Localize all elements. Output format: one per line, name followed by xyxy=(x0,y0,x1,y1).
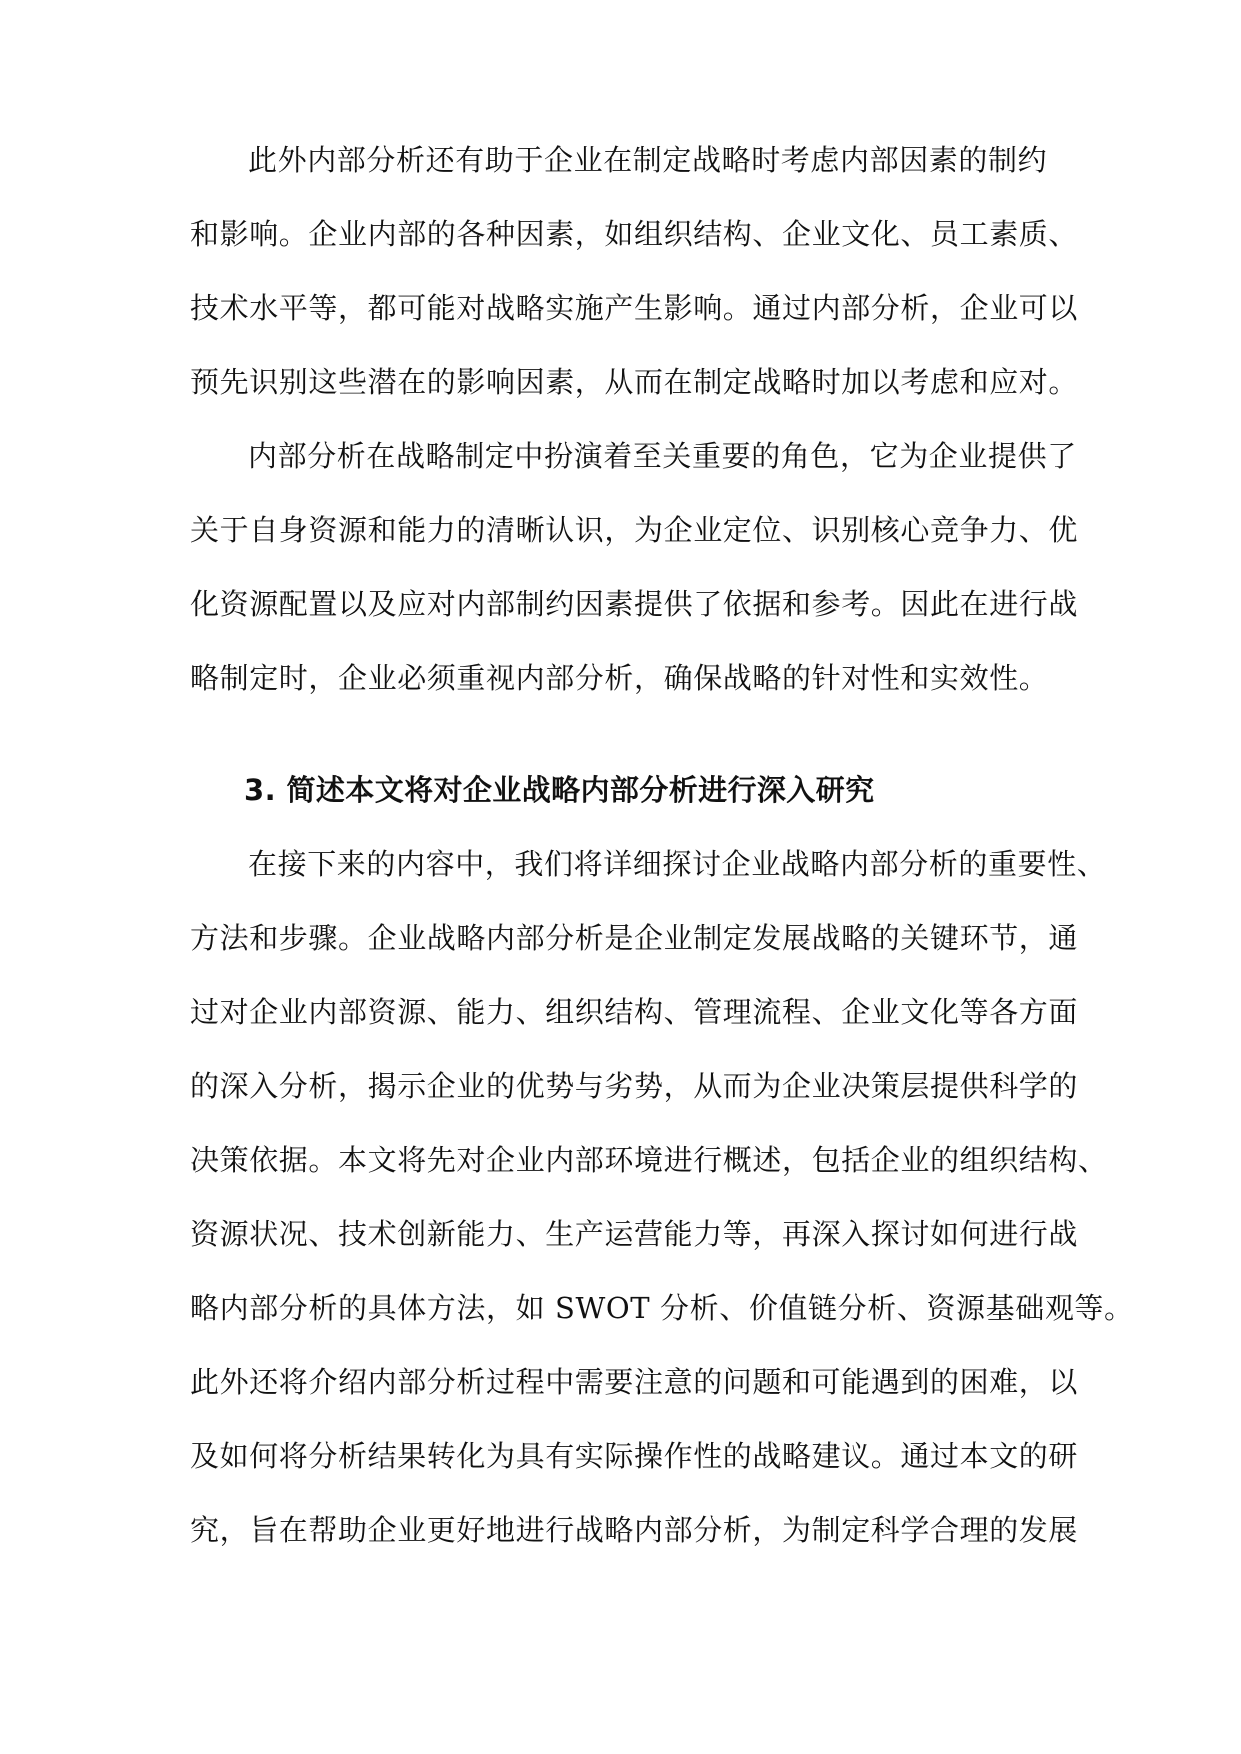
paragraph-line: 和影响。企业内部的各种因素，如组织结构、企业文化、员工素质、 xyxy=(190,217,1079,251)
paragraph-line: 究，旨在帮助企业更好地进行战略内部分析，为制定科学合理的发展 xyxy=(190,1513,1079,1547)
paragraph-line: 略制定时，企业必须重视内部分析，确保战略的针对性和实效性。 xyxy=(190,661,1049,695)
paragraph-line: 化资源配置以及应对内部制约因素提供了依据和参考。因此在进行战 xyxy=(190,587,1079,621)
paragraph-line: 预先识别这些潜在的影响因素，从而在制定战略时加以考虑和应对。 xyxy=(190,365,1079,399)
paragraph-line: 内部分析在战略制定中扮演着至关重要的角色，它为企业提供了 xyxy=(248,439,1077,473)
paragraph-line: 技术水平等，都可能对战略实施产生影响。通过内部分析，企业可以 xyxy=(190,291,1079,325)
paragraph-line: 此外内部分析还有助于企业在制定战略时考虑内部因素的制约 xyxy=(248,143,1048,177)
section-heading: 3. 简述本文将对企业战略内部分析进行深入研究 xyxy=(244,773,875,807)
paragraph-line: 过对企业内部资源、能力、组织结构、管理流程、企业文化等各方面 xyxy=(190,995,1079,1029)
paragraph-line: 资源状况、技术创新能力、生产运营能力等，再深入探讨如何进行战 xyxy=(190,1217,1079,1251)
paragraph-line: 方法和步骤。企业战略内部分析是企业制定发展战略的关键环节，通 xyxy=(190,921,1079,955)
paragraph-line: 及如何将分析结果转化为具有实际操作性的战略建议。通过本文的研 xyxy=(190,1439,1079,1473)
paragraph-line: 关于自身资源和能力的清晰认识，为企业定位、识别核心竞争力、优 xyxy=(190,513,1079,547)
paragraph-line: 的深入分析，揭示企业的优势与劣势，从而为企业决策层提供科学的 xyxy=(190,1069,1079,1103)
paragraph-line: 在接下来的内容中，我们将详细探讨企业战略内部分析的重要性、 xyxy=(248,847,1107,881)
paragraph-line: 略内部分析的具体方法，如 SWOT 分析、价值链分析、资源基础观等。 xyxy=(190,1291,1134,1325)
paragraph-line: 决策依据。本文将先对企业内部环境进行概述，包括企业的组织结构、 xyxy=(190,1143,1108,1177)
paragraph-line: 此外还将介绍内部分析过程中需要注意的问题和可能遇到的困难，以 xyxy=(190,1365,1079,1399)
